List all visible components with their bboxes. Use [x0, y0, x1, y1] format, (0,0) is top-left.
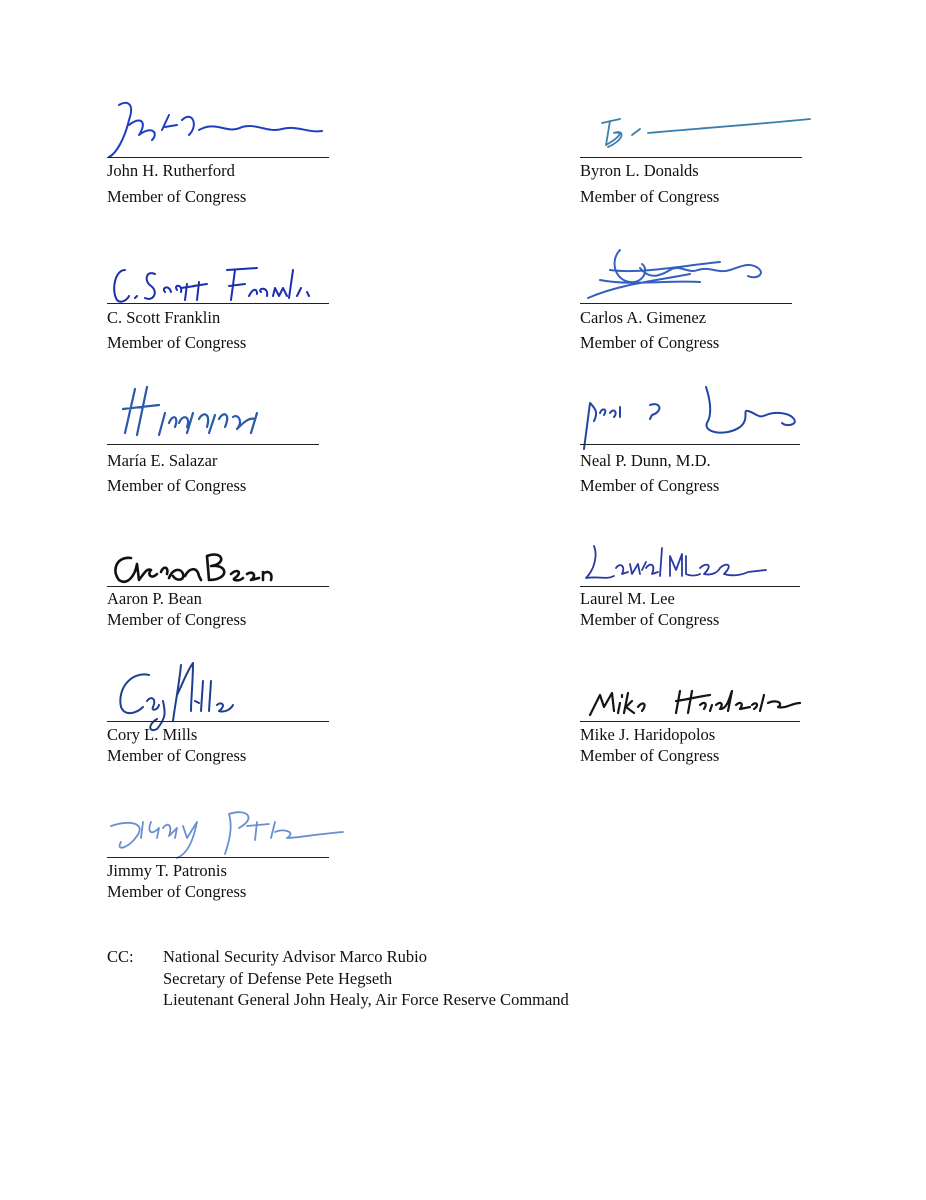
signatory-title: Member of Congress [107, 333, 247, 352]
signatory-title: Member of Congress [580, 187, 720, 206]
signatory-name: María E. Salazar [107, 451, 218, 470]
signature-line [107, 157, 329, 158]
signatory-title: Member of Congress [107, 187, 247, 206]
signatory-title: Member of Congress [107, 476, 247, 495]
signatory-name: Neal P. Dunn, M.D. [580, 451, 711, 470]
signature-lee [580, 520, 820, 600]
signature-block-donalds [580, 95, 820, 210]
signature-bean [107, 520, 347, 600]
signatory-title: Member of Congress [580, 610, 720, 629]
cc-recipient: National Security Advisor Marco Rubio [163, 947, 427, 966]
signature-block-patronis [107, 792, 347, 907]
signature-block-lee [580, 520, 820, 635]
signature-line [107, 444, 319, 445]
signatory-title: Member of Congress [107, 610, 247, 629]
signatory-name: Cory L. Mills [107, 725, 198, 744]
signature-block-mills [107, 655, 347, 770]
signature-line [580, 303, 792, 304]
signatory-name: John H. Rutherford [107, 161, 235, 180]
signatory-name: Carlos A. Gimenez [580, 308, 707, 327]
signature-mills [107, 655, 347, 735]
signatory-name: Aaron P. Bean [107, 589, 202, 608]
signature-block-haridopolos [580, 655, 820, 770]
signatory-name: Jimmy T. Patronis [107, 861, 227, 880]
signature-block-franklin [107, 240, 347, 355]
signatory-title: Member of Congress [107, 746, 247, 765]
signatory-name: C. Scott Franklin [107, 308, 221, 327]
signature-block-bean [107, 520, 347, 635]
signature-block-gimenez [580, 240, 820, 355]
signature-block-rutherford [107, 95, 347, 210]
signatory-title: Member of Congress [107, 882, 247, 901]
signatory-title: Member of Congress [580, 333, 720, 352]
signatory-title: Member of Congress [580, 476, 720, 495]
signature-line [107, 303, 329, 304]
cc-recipient-list [163, 946, 569, 1011]
signature-patronis [107, 792, 347, 872]
signature-line [107, 721, 329, 722]
signatory-name: Byron L. Donalds [580, 161, 699, 180]
signature-block-salazar [107, 383, 347, 498]
signatory-title: Member of Congress [580, 746, 720, 765]
signature-block-dunn [580, 383, 820, 498]
signatory-name: Mike J. Haridopolos [580, 725, 716, 744]
signature-line [580, 586, 800, 587]
cc-recipient: Lieutenant General John Healy, Air Force Reserve Command [163, 990, 569, 1009]
signature-line [580, 157, 802, 158]
signature-haridopolos [580, 655, 820, 735]
cc-label: CC: [107, 947, 134, 966]
signature-line [580, 444, 800, 445]
signature-line [107, 586, 329, 587]
cc-recipient: Secretary of Defense Pete Hegseth [163, 968, 393, 988]
signatory-name: Laurel M. Lee [580, 589, 675, 608]
signature-line [580, 721, 800, 722]
signature-line [107, 857, 329, 858]
